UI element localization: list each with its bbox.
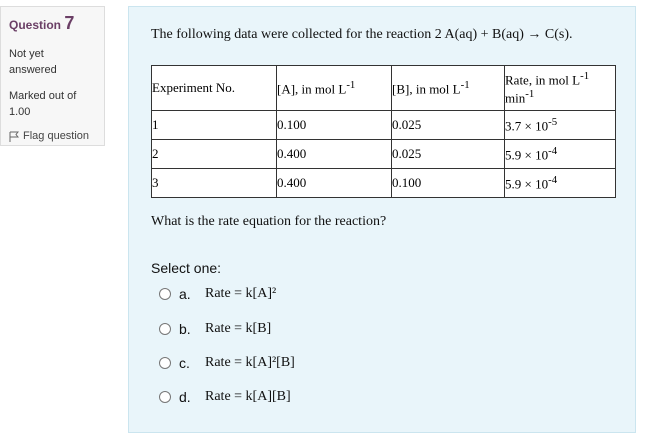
question-content [128, 6, 636, 433]
header-rate-sup: -1 [580, 69, 590, 82]
option-text[interactable]: Rate = k[B] [205, 321, 272, 336]
radio-c[interactable] [159, 357, 171, 369]
table-header-row [152, 66, 616, 111]
cell-a: 0.400 [277, 140, 392, 169]
header-experiment: Experiment No. [152, 66, 277, 111]
cell-rate-base: 5.9 × 10 [505, 176, 549, 192]
question-info-panel [0, 6, 105, 146]
marked-line-2: 1.00 [9, 106, 31, 118]
table-row [152, 111, 616, 140]
header-b-sup: -1 [460, 78, 470, 91]
status-line-1: Not yet [9, 48, 44, 60]
cell-b: 0.100 [392, 169, 505, 198]
table-row [152, 140, 616, 169]
header-rate-line2: min [505, 90, 526, 106]
radio-b[interactable] [159, 323, 171, 335]
select-one-label: Select one: [151, 260, 222, 276]
flag-question-label[interactable]: Flag question [23, 130, 90, 142]
option-b[interactable] [159, 321, 271, 337]
option-letter: d. [179, 389, 191, 405]
cell-exp: 2 [152, 140, 277, 169]
cell-rate [505, 111, 616, 140]
cell-b: 0.025 [392, 140, 505, 169]
option-a[interactable] [159, 286, 276, 302]
option-text[interactable]: Rate = k[A]² [205, 286, 277, 301]
data-table [151, 65, 616, 198]
option-letter: a. [179, 286, 191, 302]
header-rate [505, 66, 616, 111]
cell-rate-exp: -5 [548, 115, 558, 128]
header-a-text: [A], in mol L [277, 81, 347, 97]
cell-rate [505, 169, 616, 198]
flag-icon [9, 131, 19, 142]
header-rate-line2-sup: -1 [525, 88, 535, 100]
option-letter: b. [179, 321, 191, 337]
cell-a: 0.100 [277, 111, 392, 140]
radio-a[interactable] [159, 288, 171, 300]
cell-rate-base: 3.7 × 10 [505, 118, 549, 134]
header-a [277, 66, 392, 111]
cell-b: 0.025 [392, 111, 505, 140]
marked-line-1: Marked out of [9, 90, 77, 102]
cell-exp: 3 [152, 169, 277, 198]
header-a-sup: -1 [346, 78, 356, 91]
question-text: The following data were collected for the reaction 2 A(aq) + B(aq) → C(s). [151, 27, 573, 42]
cell-rate [505, 140, 616, 169]
cell-a: 0.400 [277, 169, 392, 198]
radio-d[interactable] [159, 391, 171, 403]
option-d[interactable] [159, 389, 291, 405]
option-c[interactable] [159, 355, 295, 371]
header-rate-text: Rate, in mol L [505, 72, 581, 87]
header-b [392, 66, 505, 111]
option-letter: c. [179, 355, 190, 371]
question-label: Question [9, 18, 62, 32]
option-text[interactable]: Rate = k[A]²[B] [205, 355, 295, 370]
option-text[interactable]: Rate = k[A][B] [205, 389, 291, 404]
cell-exp: 1 [152, 111, 277, 140]
status-line-2: answered [9, 64, 57, 76]
question-heading [9, 13, 96, 34]
table-row [152, 169, 616, 198]
cell-rate-exp: -4 [548, 173, 558, 186]
cell-rate-base: 5.9 × 10 [505, 147, 549, 163]
flag-question-link[interactable] [9, 130, 96, 142]
header-b-text: [B], in mol L [392, 81, 461, 97]
question-prompt: What is the rate equation for the reaction? [151, 214, 387, 229]
cell-rate-exp: -4 [548, 144, 558, 157]
question-number: 7 [64, 13, 75, 33]
